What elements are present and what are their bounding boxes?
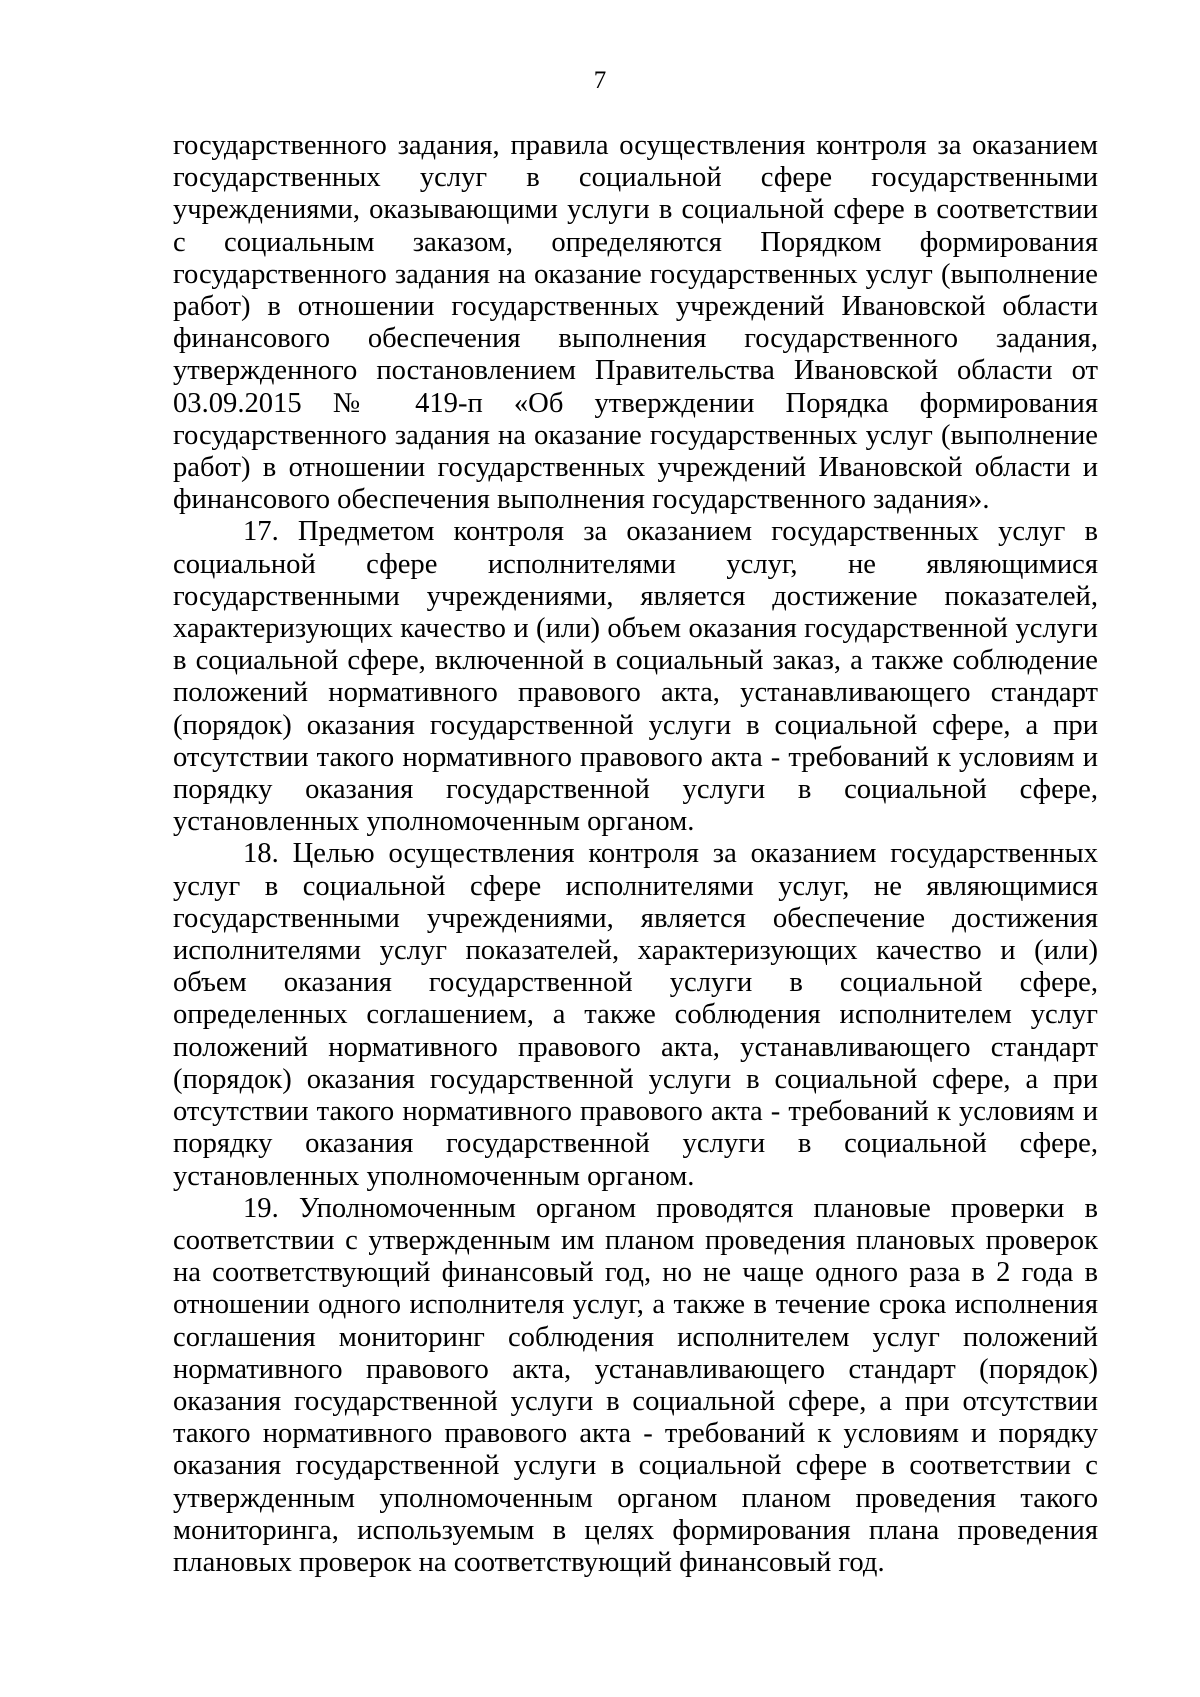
paragraph-17: 17. Предметом контроля за оказанием государственных услуг в социальной сфере исполнителями услуг, не являющимися государственными учреждениями, является достижение показателей, характеризующих качество и (или) объем оказания государственной услуги в социальной сфере, включенной в социальный заказ, а также соблюдение положений нормативного правового акта, устанавливающего стандарт (порядок) оказания государственной услуги в социальной сфере, а при отсутствии такого нормативного правового акта - требований к условиям и порядку оказания государственной услуги в социальной сфере, установленных уполномоченным органом. [173,516,1098,838]
paragraph-continuation: государственного задания, правила осуществления контроля за оказанием государственных услуг в социальной сфере государственными учреждениями, оказывающими услуги в социальной сфере в соответствии с социальным заказом, определяются Порядком формирования государственного задания на оказание государственных услуг (выполнение работ) в отношении государственных учреждений Ивановской области финансового обеспечения выполнения государственного задания, утвержденного постановлением Правительства Ивановской области от 03.09.2015 № 419-п «Об утверждении Порядка формирования государственного задания на оказание государственных услуг (выполнение работ) в отношении государственных учреждений Ивановской области и финансового обеспечения выполнения государственного задания». [173,130,1098,516]
document-body [173,130,1098,1579]
paragraph-18: 18. Целью осуществления контроля за оказанием государственных услуг в социальной сфере исполнителями услуг, не являющимися государственными учреждениями, является обеспечение достижения исполнителями услуг показателей, характеризующих качество и (или) объем оказания государственной услуги в социальной сфере, определенных соглашением, а также соблюдения исполнителем услуг положений нормативного правового акта, устанавливающего стандарт (порядок) оказания государственной услуги в социальной сфере, а при отсутствии такого нормативного правового акта - требований к условиям и порядку оказания государственной услуги в социальной сфере, установленных уполномоченным органом. [173,838,1098,1192]
paragraph-19: 19. Уполномоченным органом проводятся плановые проверки в соответствии с утвержденным им планом проведения плановых проверок на соответствующий финансовый год, но не чаще одного раза в 2 года в отношении одного исполнителя услуг, а также в течение срока исполнения соглашения мониторинг соблюдения исполнителем услуг положений нормативного правового акта, устанавливающего стандарт (порядок) оказания государственной услуги в социальной сфере, а при отсутствии такого нормативного правового акта - требований к условиям и порядку оказания государственной услуги в социальной сфере в соответствии с утвержденным уполномоченным органом планом проведения такого мониторинга, используемым в целях формирования плана проведения плановых проверок на соответствующий финансовый год. [173,1192,1098,1578]
page-number: 7 [593,67,607,94]
